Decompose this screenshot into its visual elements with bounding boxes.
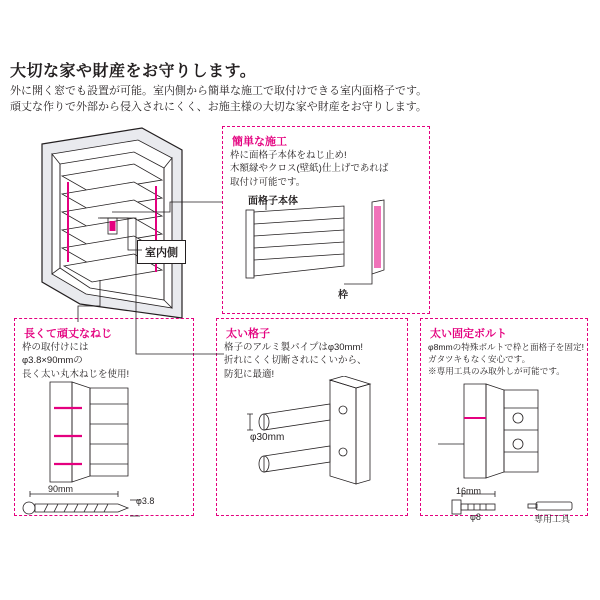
- callout-easy-install-line-1: 枠に面格子本体をねじ止め!: [230, 150, 347, 161]
- bolt-diameter-label: φ8: [470, 512, 481, 522]
- leader-window-to-thick-lattice: [96, 214, 256, 374]
- callout-long-screw-line-1: 枠の取付けには: [22, 342, 89, 353]
- callout-thick-lattice-line-2: 折れにくく切断されにくいから、: [224, 355, 367, 367]
- screw-diameter-label: φ3.8: [136, 496, 155, 506]
- indoor-side-label: 室内側: [137, 240, 186, 264]
- callout-thick-lattice-line-3: 防犯に最適!: [224, 368, 275, 380]
- callout-thick-bolt-line-2: ガタツキもなく安心です。: [428, 354, 531, 365]
- bolt-length-label: 16mm: [456, 486, 482, 496]
- callout-thick-lattice-line-1: 格子のアルミ製パイプはφ30mm!: [224, 342, 364, 353]
- callout-easy-install-line-2: 木額縁やクロス(壁紙)仕上げであれば: [230, 163, 389, 175]
- callout-easy-install-line-3: 取付け可能です。: [230, 176, 306, 188]
- page-title: 大切な家や財産をお守りします。: [10, 63, 257, 80]
- lead-line-1: 外に開く窓でも設置が可能。室内側から簡単な施工で取付けできる室内面格子です。: [10, 85, 428, 97]
- callout-thick-lattice-title: 太い格子: [223, 324, 273, 342]
- frame-label: 枠: [338, 290, 348, 301]
- screw-length-label: 90mm: [48, 484, 74, 494]
- callout-easy-install-title: 簡単な施工: [229, 132, 290, 150]
- lead-paragraph: [10, 84, 570, 116]
- callout-thick-bolt-body: [428, 341, 584, 378]
- callout-thick-bolt-line-3: ※専用工具のみ取外しが可能です。: [428, 366, 565, 377]
- frame-body-label: 面格子本体: [248, 196, 298, 207]
- easy-install-illustration: [232, 184, 432, 304]
- callout-thick-bolt-line-1: φ8mmの特殊ボルトで枠と面格子を固定!: [428, 342, 584, 352]
- callout-thick-bolt-title: 太い固定ボルト: [427, 324, 510, 342]
- callout-long-screw-line-2: φ3.8×90mmの: [22, 355, 83, 367]
- special-tool-label: 専用工具: [534, 514, 571, 524]
- lead-line-2: 頑丈な作りで外部から侵入されにくく、お施主様の大切な家や財産をお守りします。: [10, 100, 427, 113]
- screw-dimension-illustration: [18, 486, 148, 522]
- pipe-diameter-label: φ30mm: [250, 432, 285, 443]
- callout-long-screw-line-3: 長く太い丸木ねじを使用!: [22, 368, 130, 380]
- thick-bolt-illustration: [434, 378, 584, 488]
- callout-long-screw-title: 長くて頑丈なねじ: [21, 324, 115, 342]
